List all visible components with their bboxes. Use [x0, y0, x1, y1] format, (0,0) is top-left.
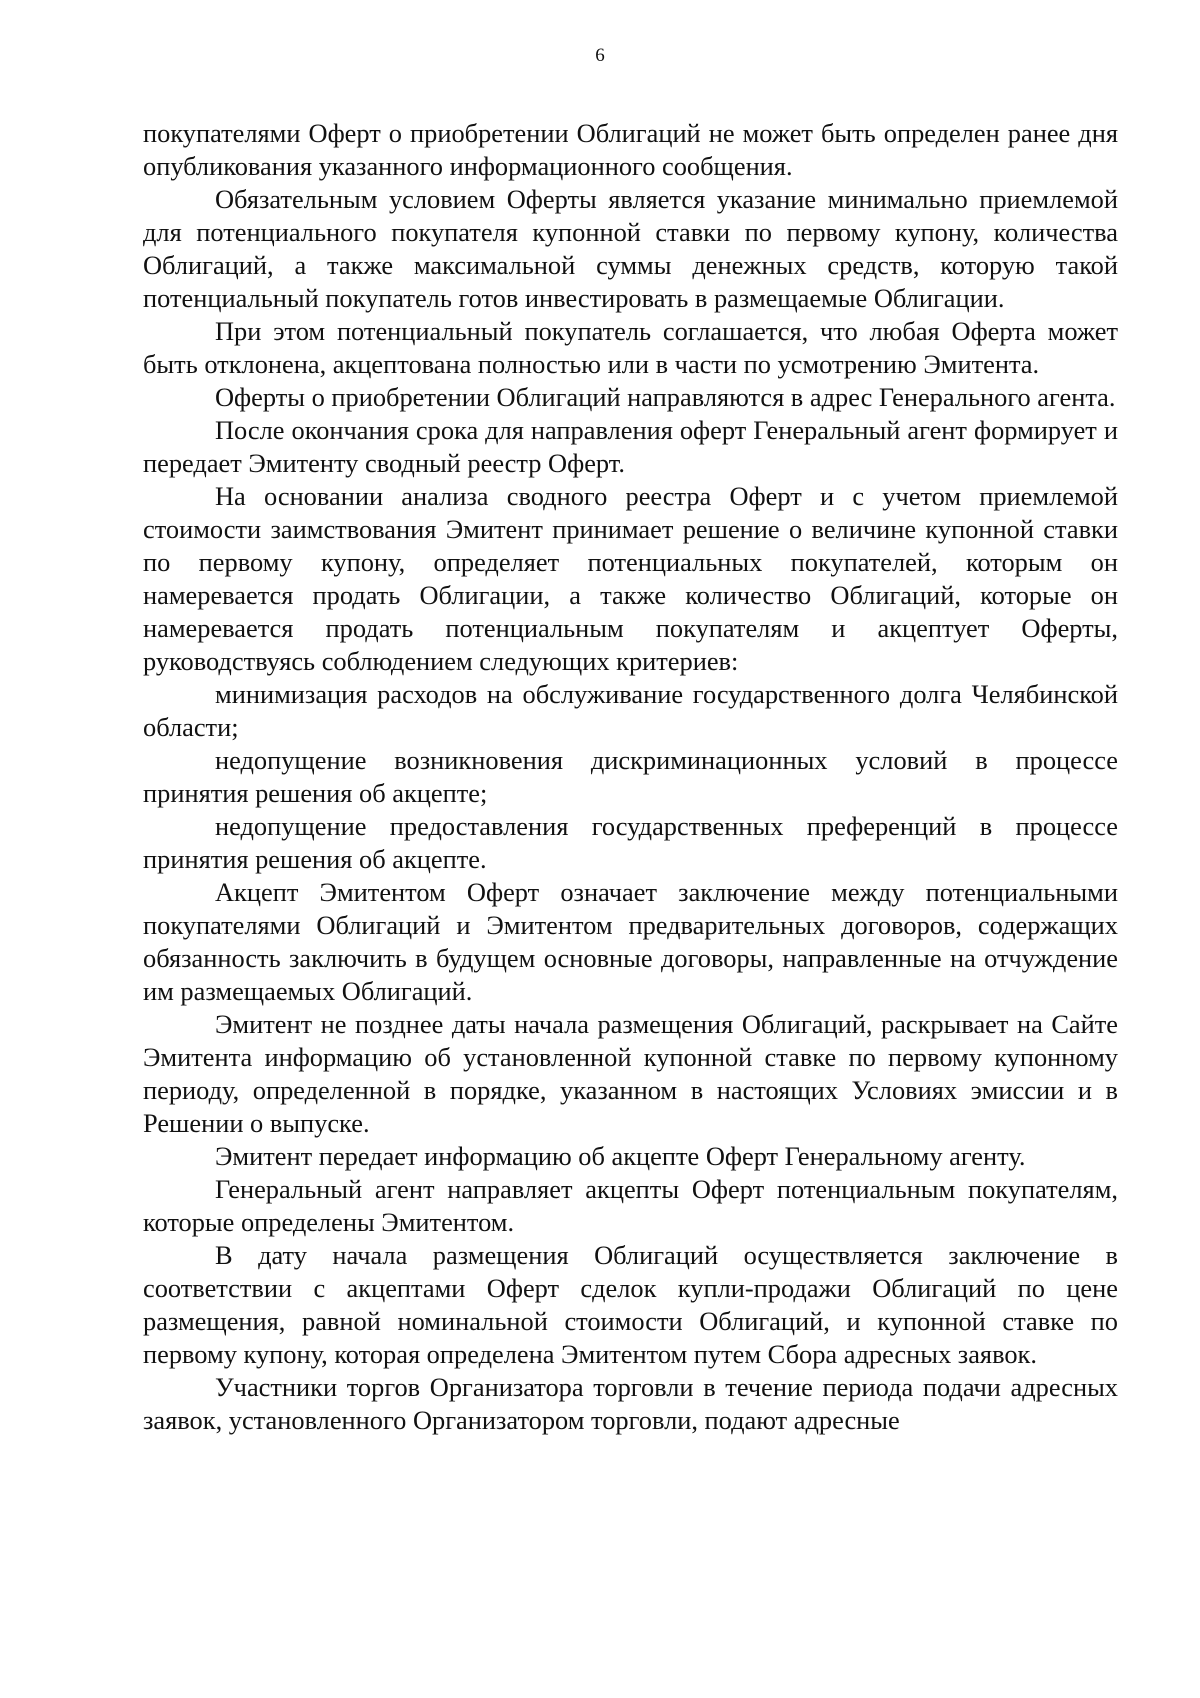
paragraph-placement: В дату начала размещения Облигаций осуществляется заключение в соответствии с акцептами Оферт сделок купли-продажи Облигаций по цене размещения, равной номинальной стоимости Облигаций, и купонной ставке по первому купону, которая определена Эмитентом путем Сбора адресных заявок. [143, 1240, 1118, 1369]
document-body [143, 117, 1118, 1437]
paragraph-analysis: На основании анализа сводного реестра Оферт и с учетом приемлемой стоимости заимствования Эмитент принимает решение о величине купонной ставки по первому купону, определяет потенциальных покупателей, которым он намеревается продать Облигации, а также количество Облигаций, которые он намеревается продать потенциальным покупателям и акцептует Оферты, руководствуясь соблюдением следующих критериев: [143, 481, 1118, 676]
paragraph-criterion-3: недопущение предоставления государственных преференций в процессе принятия решения об акцепте. [143, 811, 1118, 874]
paragraph-transfer: Эмитент передает информацию об акцепте Оферт Генеральному агенту. [215, 1141, 1026, 1171]
paragraph-disclosure: Эмитент не позднее даты начала размещения Облигаций, раскрывает на Сайте Эмитента информацию об установленной купонной ставке по первому купонному периоду, определенной в порядке, указанном в настоящих Условиях эмиссии и в Решении о выпуске. [143, 1009, 1118, 1138]
paragraph-bidders: Участники торгов Организатора торговли в течение периода подачи адресных заявок, установленного Организатором торговли, подают адресные [143, 1372, 1118, 1435]
paragraph-offer-condition: Обязательным условием Оферты является указание минимально приемлемой для потенциального покупателя купонной ставки по первому купону, количества Облигаций, а также максимальной суммы денежных средств, которую такой потенциальный покупатель готов инвестировать в размещаемые Облигации. [143, 184, 1118, 313]
paragraph-continuation: покупателями Оферт о приобретении Облигаций не может быть определен ранее дня опубликования указанного информационного сообщения. [143, 118, 1118, 181]
paragraph-offer-address: Оферты о приобретении Облигаций направляются в адрес Генерального агента. [215, 382, 1116, 412]
paragraph-criterion-2: недопущение возникновения дискриминационных условий в процессе принятия решения об акцепте; [143, 745, 1118, 808]
page-number: 6 [595, 45, 605, 66]
paragraph-registry: После окончания срока для направления оферт Генеральный агент формирует и передает Эмитенту сводный реестр Оферт. [143, 415, 1118, 478]
paragraph-offer-rejection: При этом потенциальный покупатель соглашается, что любая Оферта может быть отклонена, акцептована полностью или в части по усмотрению Эмитента. [143, 316, 1118, 379]
paragraph-criterion-1: минимизация расходов на обслуживание государственного долга Челябинской области; [143, 679, 1118, 742]
paragraph-acceptance: Акцепт Эмитентом Оферт означает заключение между потенциальными покупателями Облигаций и Эмитентом предварительных договоров, содержащих обязанность заключить в будущем основные договоры, направленные на отчуждение им размещаемых Облигаций. [143, 877, 1118, 1006]
paragraph-agent: Генеральный агент направляет акцепты Оферт потенциальным покупателям, которые определены Эмитентом. [143, 1174, 1118, 1237]
